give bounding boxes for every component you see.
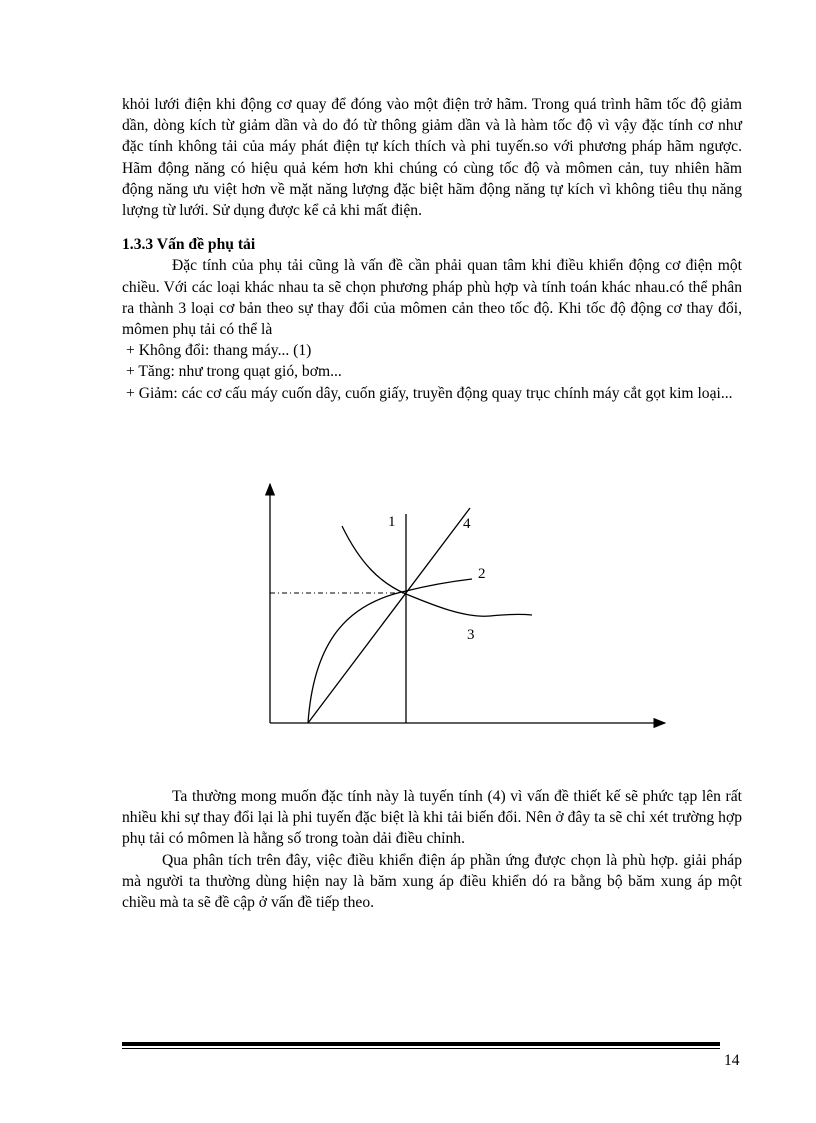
- bullet-decrease: + Giảm: các cơ cấu máy cuốn dây, cuốn giấy, truyền động quay trục chính máy cắt gọt kim loại...: [126, 384, 733, 402]
- lower-body: [122, 786, 742, 913]
- curve-2-increasing: [308, 579, 472, 723]
- label-3: 3: [467, 627, 475, 643]
- curve-3-decreasing: [342, 526, 532, 616]
- load-characteristics-figure: [250, 478, 680, 758]
- page-body: [122, 94, 742, 404]
- load-characteristics-diagram: [250, 478, 680, 758]
- footer-rule-thin: [122, 1048, 720, 1049]
- paragraph-linear: Ta thường mong muốn đặc tính này là tuyến tính (4) vì vấn đề thiết kế sẽ phức tạp lên rất nhiều khi sự thay đổi lại là phi tuyến đặc biệt là khi tải biến đổi. Nên ở đây ta sẽ chỉ xét trường hợp phụ tải có mômen là hằng số trong toàn dải điều chỉnh.: [122, 788, 742, 848]
- section-heading: 1.3.3 Vấn đề phụ tải: [122, 236, 256, 254]
- curve-4-linear: [308, 508, 470, 723]
- label-4: 4: [463, 516, 471, 532]
- paragraph-conclusion: Qua phân tích trên đây, việc điều khiển điện áp phần ứng được chọn là phù hợp. giải pháp mà người ta thường dùng hiện nay là băm xung áp điều khiển dó ra bằng bộ băm xung áp một chiều mà ta sẽ đề cập ở vấn đề tiếp theo.: [122, 851, 742, 912]
- intro-paragraph: khỏi lưới điện khi động cơ quay để đóng vào một điện trở hãm. Trong quá trình hãm tốc độ giảm dần, dòng kích từ giảm dần và do đó từ thông giảm dần và là hàm tốc độ vì vậy đặc tính cơ như đặc tính không tải của máy phát điện tự kích thích và phi tuyến.so với phương pháp hãm ngược. Hãm động năng có hiệu quả kém hơn khi chúng có cùng tốc độ và mômen cản, tuy nhiên hãm động năng ưu việt hơn về mặt năng lượng đặc biệt hãm động năng tự kích vì không tiêu thụ năng lượng từ lưới. Sử dụng được kể cả khi mất điện.: [122, 96, 742, 220]
- bullet-constant: + Không đổi: thang máy... (1): [126, 342, 312, 360]
- bullet-increase: + Tăng: như trong quạt gió, bơm...: [126, 363, 342, 381]
- section-paragraph: Đặc tính của phụ tải cũng là vấn đề cần phải quan tâm khi điều khiển động cơ điện một chiều. Với các loại khác nhau ta sẽ chọn phương pháp phù hợp và tính toán khác nhau.có thể phân ra thành 3 loại cơ bản theo sự thay đổi của mômen cản theo tốc độ. Khi tốc độ động cơ thay đổi, mômen phụ tải có thể là: [122, 257, 742, 339]
- footer-rule-thick: [122, 1042, 720, 1046]
- footer-rule: [122, 1042, 720, 1049]
- page-number: 14: [724, 1052, 740, 1069]
- label-2: 2: [478, 566, 486, 582]
- label-1: 1: [388, 514, 396, 530]
